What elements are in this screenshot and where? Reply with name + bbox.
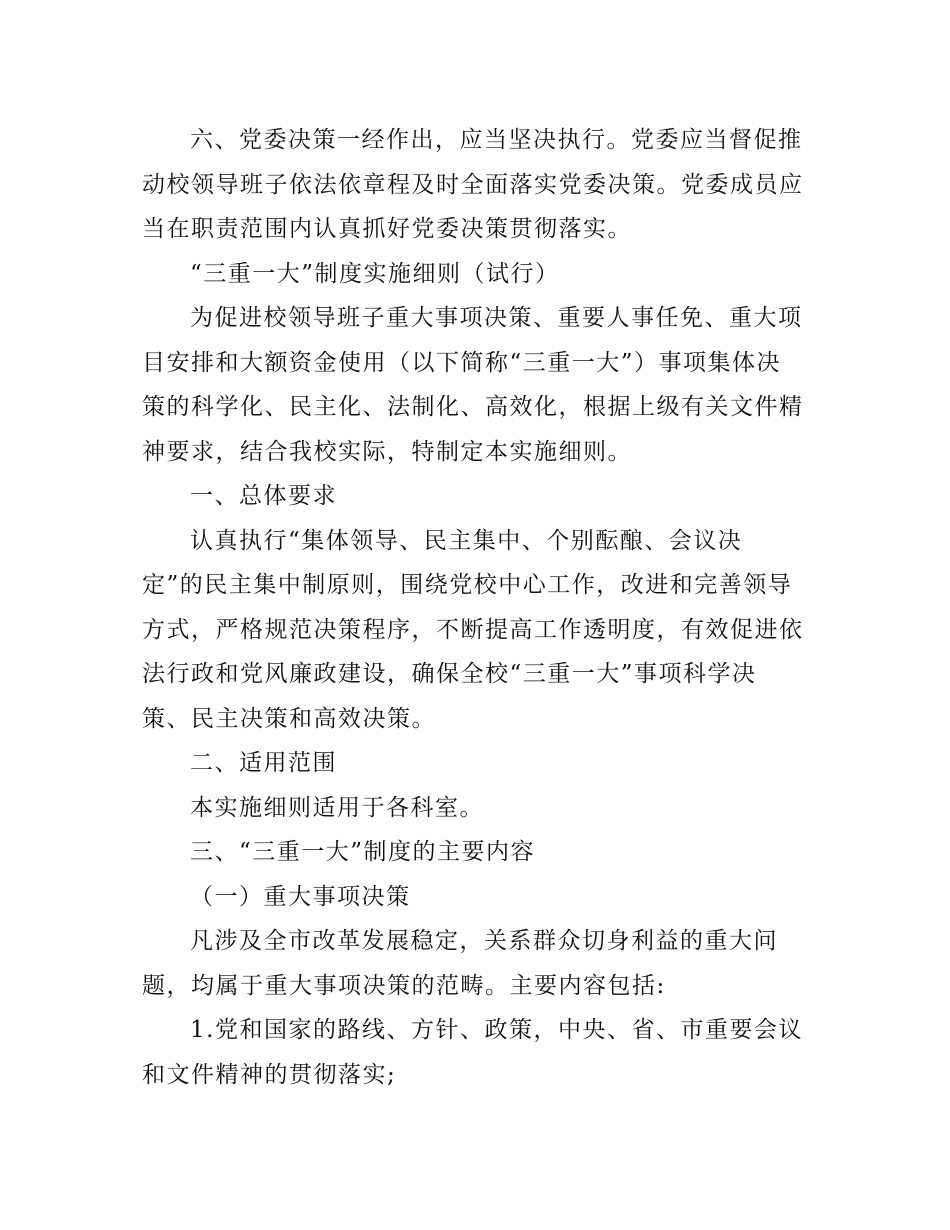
paragraph-line: 方式，严格规范决策程序，不断提高工作透明度，有效促进依 — [142, 616, 804, 643]
list-item-line: 1.党和国家的路线、方针、政策，中央、省、市重要会议 — [190, 1017, 803, 1043]
paragraph-line: 本实施细则适用于各科室。 — [190, 794, 484, 821]
paragraph-line: 当在职责范围内认真抓好党委决策贯彻落实。 — [142, 216, 632, 242]
paragraph-line: 凡涉及全市改革发展稳定，关系群众切身利益的重大问 — [190, 928, 778, 954]
paragraph-line: 神要求，结合我校实际，特制定本实施细则。 — [142, 438, 632, 465]
paragraph-line: 题，均属于重大事项决策的范畴。主要内容包括: — [142, 972, 666, 999]
paragraph-line: 为促进校领导班子重大事项决策、重要人事任免、重大项 — [190, 305, 803, 331]
paragraph-line: 认真执行“集体领导、民主集中、个别酝酿、会议决 — [190, 527, 743, 554]
paragraph-line: 策、民主决策和高效决策。 — [142, 705, 436, 732]
paragraph-line: 六、党委决策一经作出，应当坚决执行。党委应当督促推 — [190, 127, 803, 153]
subsection-heading: （一）重大事项决策 — [190, 883, 411, 910]
paragraph-line: 定”的民主集中制原则，围绕党校中心工作，改进和完善领导 — [142, 572, 793, 598]
paragraph-line: 目安排和大额资金使用（以下简称“三重一大”）事项集体决 — [142, 349, 782, 376]
section-title: “三重一大”制度实施细则（试行） — [190, 260, 560, 287]
paragraph-line: 法行政和党风廉政建设，确保全校“三重一大”事项科学决 — [142, 661, 757, 687]
list-item-line: 和文件精神的贯彻落实; — [142, 1061, 397, 1088]
paragraph-line: 动校领导班子依法依章程及时全面落实党委决策。党委成员应 — [142, 171, 804, 198]
paragraph-line: 策的科学化、民主化、法制化、高效化，根据上级有关文件精 — [142, 394, 804, 420]
document-body — [142, 118, 812, 1097]
section-heading: 一、总体要求 — [190, 483, 337, 509]
section-heading: 三、“三重一大”制度的主要内容 — [190, 839, 536, 865]
section-heading: 二、适用范围 — [190, 750, 337, 776]
